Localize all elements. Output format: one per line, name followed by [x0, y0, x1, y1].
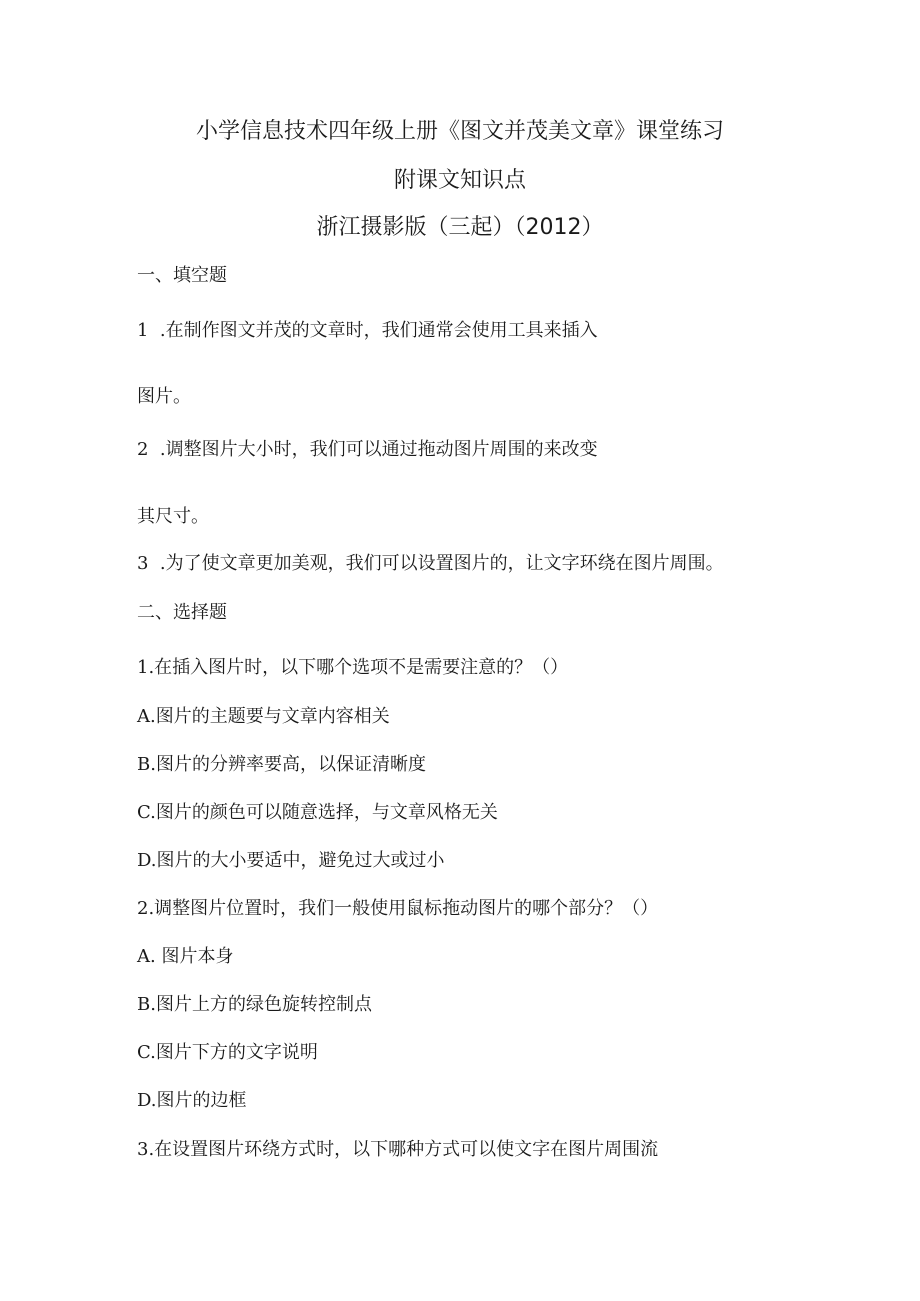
choice-2-option-d: D.图片的边框 [137, 1090, 247, 1111]
choice-1-option-a: A.图片的主题要与文章内容相关 [137, 706, 390, 727]
choice-2-option-c: C.图片下方的文字说明 [137, 1042, 318, 1063]
fill-in-question-2: 2 .调整图片大小时，我们可以通过拖动图片周围的来改变 [137, 439, 598, 460]
choice-2-option-b: B.图片上方的绿色旋转控制点 [137, 994, 372, 1015]
choice-question-3: 3.在设置图片环绕方式时，以下哪种方式可以使文字在图片周围流 [137, 1139, 659, 1160]
document-edition: 浙江摄影版（三起）（2012） [316, 215, 604, 240]
section-heading-choice: 二、选择题 [137, 602, 227, 623]
fill-in-question-1: 1 .在制作图文并茂的文章时，我们通常会使用工具来插入 [137, 320, 598, 341]
fill-in-question-2-continued: 其尺寸。 [137, 506, 209, 527]
choice-question-2: 2.调整图片位置时，我们一般使用鼠标拖动图片的哪个部分？（） [137, 898, 659, 919]
section-heading-fill-in: 一、填空题 [137, 265, 227, 286]
choice-1-option-c: C.图片的颜色可以随意选择，与文章风格无关 [137, 802, 498, 823]
choice-1-option-d: D.图片的大小要适中，避免过大或过小 [137, 850, 445, 871]
fill-in-question-1-continued: 图片。 [137, 386, 191, 407]
fill-in-question-3: 3 .为了使文章更加美观，我们可以设置图片的，让文字环绕在图片周围。 [137, 553, 724, 574]
document-title: 小学信息技术四年级上册《图文并茂美文章》课堂练习 [195, 119, 724, 144]
choice-1-option-b: B.图片的分辨率要高，以保证清晰度 [137, 754, 426, 775]
choice-question-1: 1.在插入图片时，以下哪个选项不是需要注意的？（） [137, 657, 569, 678]
choice-2-option-a: A. 图片本身 [137, 946, 234, 967]
document-subtitle: 附课文知识点 [393, 168, 526, 193]
